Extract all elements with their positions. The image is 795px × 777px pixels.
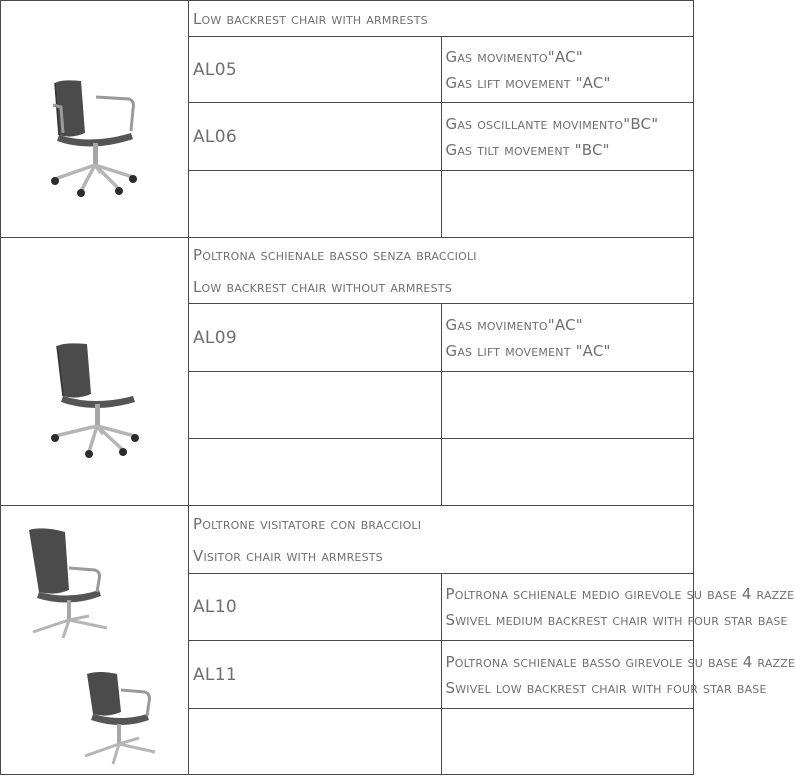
description-italian: Gas movimento"AC" — [445, 47, 583, 66]
section-1-image-cell — [1, 1, 189, 238]
product-code: AL06 — [189, 103, 442, 171]
description-english: Gas lift movement "AC" — [445, 341, 611, 360]
section-3-title — [189, 506, 694, 574]
product-code: AL10 — [189, 574, 442, 641]
section-title-line: Poltrone visitatore con braccioli — [193, 514, 422, 533]
product-description — [441, 37, 694, 103]
product-description-empty — [441, 372, 694, 439]
product-code: AL05 — [189, 37, 442, 103]
product-description — [441, 574, 795, 641]
description-english: Swivel medium backrest chair with four star base — [445, 611, 788, 629]
section-1-title-row — [1, 1, 694, 37]
chair-medium-backrest-image — [23, 524, 113, 642]
chair-without-armrests-image — [45, 338, 145, 460]
section-title-line: Low backrest chair with armrests — [193, 9, 428, 28]
product-description — [441, 103, 694, 171]
product-code: AL09 — [189, 304, 442, 372]
product-description-empty — [441, 171, 694, 238]
chair-low-backrest-image — [77, 668, 161, 770]
description-italian: Gas oscillante movimento"BC" — [445, 114, 659, 133]
section-title-line: Low backrest chair without armrests — [193, 277, 452, 296]
product-description-empty — [441, 439, 694, 506]
product-description — [441, 304, 694, 372]
section-title-line: Poltrona schienale basso senza braccioli — [193, 245, 477, 264]
section-1-title — [189, 1, 694, 37]
section-2-title — [189, 238, 694, 304]
chair-with-armrests-image — [41, 73, 146, 199]
product-description-empty — [441, 709, 694, 775]
product-code-empty — [189, 171, 442, 238]
product-description — [441, 641, 795, 709]
product-code-empty — [189, 439, 442, 506]
product-code-empty — [189, 372, 442, 439]
section-2-image-cell — [1, 238, 189, 506]
section-2-title-row — [1, 238, 694, 304]
product-code: AL11 — [189, 641, 442, 709]
description-english: Gas tilt movement "BC" — [445, 140, 610, 159]
description-english: Gas lift movement "AC" — [445, 73, 611, 92]
description-italian: Poltrona schienale medio girevole su base 4 razze — [445, 585, 795, 603]
section-3-image-cell — [1, 506, 189, 775]
section-3-title-row — [1, 506, 694, 574]
description-english: Swivel low backrest chair with four star base — [445, 678, 767, 697]
section-title-line: Visitor chair with armrests — [193, 546, 383, 565]
description-italian: Poltrona schienale basso girevole su base 4 razze — [445, 652, 795, 671]
product-code-empty — [189, 709, 442, 775]
description-italian: Gas movimento"AC" — [445, 315, 583, 334]
